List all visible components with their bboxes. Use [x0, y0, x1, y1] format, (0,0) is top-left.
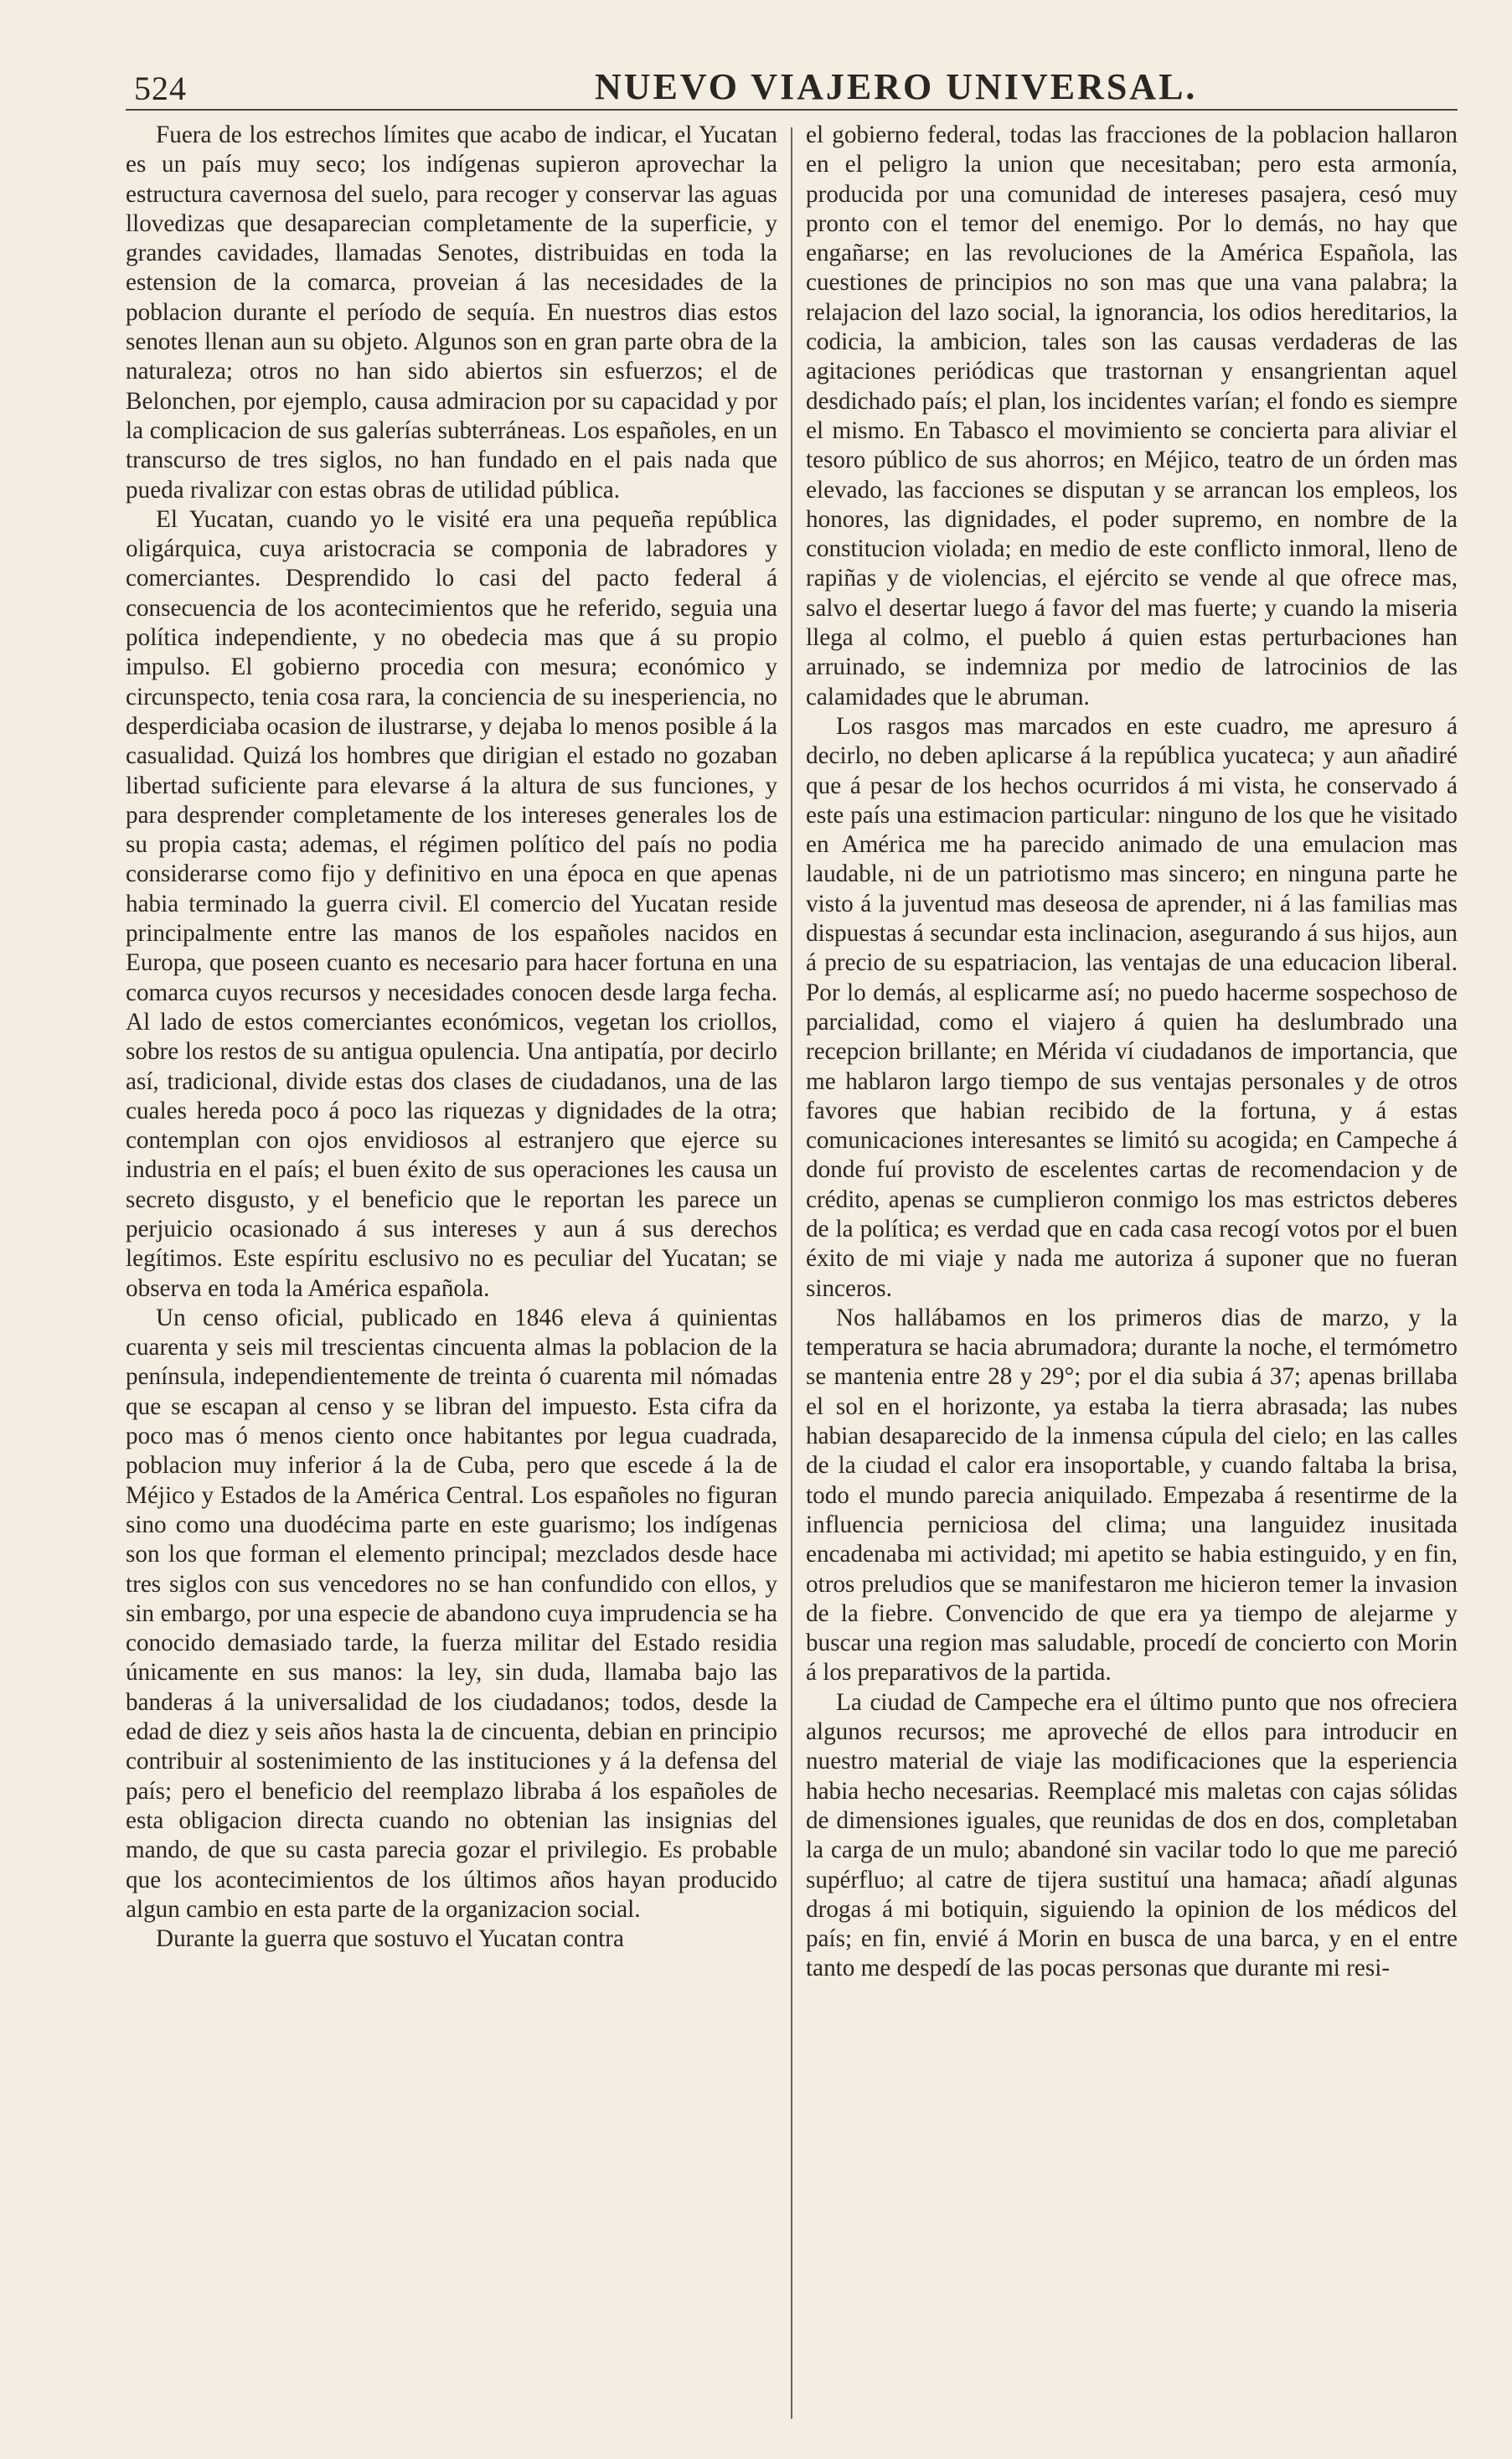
page-number: 524	[134, 70, 187, 107]
left-column	[126, 121, 777, 2425]
paragraph: el gobierno federal, todas las fracciones de la poblacion hallaron en el peligro la union que necesitaban; pero esta armonía, producida por una comunidad de intereses pasajera, cesó muy pronto con el temor del enemigo. Por lo demás, no hay que engañarse; en las revoluciones de la América Española, las cuestiones de principios no son mas que una vana palabra; la relajacion del lazo social, la ignorancia, los odios hereditarios, la codicia, la ambicion, tales son las causas verdaderas de las agitaciones periódicas que trastornan y ensangrientan aquel desdichado país; el plan, los incidentes varían; el fondo es siempre el mismo. En Tabasco el movimiento se concierta para aliviar el tesoro público de sus ahorros; en Méjico, teatro de un órden mas elevado, las facciones se disputan y se arrancan los empleos, los honores, las dignidades, el poder supremo, en nombre de la constitucion violada; en medio de este conflicto inmoral, lleno de rapiñas y de violencias, el ejército se vende al que ofrece mas, salvo el desertar luego á favor del mas fuerte; y cuando la miseria llega al colmo, el pueblo á quien estas perturbaciones han arruinado, se indemniza por medio de latrocinios de las calamidades que le abruman.	[806, 121, 1458, 710]
right-column	[806, 121, 1458, 2425]
paragraph: Los rasgos mas marcados en este cuadro, me apresuro á decirlo, no deben aplicarse á la república yucateca; y aun añadiré que á pesar de los hechos ocurridos á mi vista, he conservado á este país una estimacion particular: ninguno de los que he visitado en América me ha parecido animado de una emulacion mas laudable, ni de un patriotismo mas sincero; en ninguna parte he visto á la juventud mas deseosa de aprender, ni á las familias mas dispuestas á secundar esta inclinacion, asegurando á sus hijos, aun á precio de su espatriacion, las ventajas de una educacion liberal. Por lo demás, al esplicarme así; no puedo hacerme sospechoso de parcialidad, como el viajero á quien ha deslumbrado una recepcion brillante; en Mérida ví ciudadanos de importancia, que me hablaron largo tiempo de sus ventajas personales y de otros favores que habian recibido de la fortuna, y á estas comunicaciones interesantes se limitó su acogida; en Campeche á donde fuí provisto de escelentes cartas de recomendacion y de crédito, apenas se cumplieron conmigo los mas estrictos deberes de la política; es verdad que en cada casa recogí votos por el buen éxito de mi viaje y nada me autoriza á suponer que no fueran sinceros.	[806, 712, 1458, 1302]
paragraph: Un censo oficial, publicado en 1846 eleva á quinientas cuarenta y seis mil trescientas cincuenta almas la poblacion de la península, independientemente de treinta ó cuarenta mil nómadas que se escapan al censo y se libran del impuesto. Esta cifra da poco mas ó menos ciento once habitantes por legua cuadrada, poblacion muy inferior á la de Cuba, pero que escede á la de Méjico y Estados de la América Central. Los españoles no figuran sino como una duodécima parte en este guarismo; los indígenas son los que forman el elemento principal; mezclados desde hace tres siglos con sus vencedores no se han confundido con ellos, y sin embargo, por una especie de abandono cuya imprudencia se ha conocido demasiado tarde, la fuerza militar del Estado residia únicamente en sus manos: la ley, sin duda, llamaba bajo las banderas á la universalidad de los ciudadanos; todos, desde la edad de diez y seis años hasta la de cincuenta, debian en principio contribuir al sostenimiento de las instituciones y á la defensa del país; pero el beneficio del reemplazo libraba á los españoles de esta obligacion directa cuando no obtenian las insignias del mando, de que su casta parecia gozar el privilegio. Es probable que los acontecimientos de los últimos años hayan producido algun cambio en esta parte de la organizacion social.	[126, 1304, 777, 1923]
paragraph: La ciudad de Campeche era el último punto que nos ofreciera algunos recursos; me aproveché de ellos para introducir en nuestro material de viaje las modificaciones que la esperiencia habia hecho necesarias. Reemplacé mis maletas con cajas sólidas de dimensiones iguales, que reunidas de dos en dos, completaban la carga de un mulo; abandoné sin vacilar todo lo que me pareció supérfluo; al catre de tijera sustituí una hamaca; añadí algunas drogas á mi botiquin, siguiendo la opinion de los médicos del país; en fin, envié á Morin en busca de una barca, y en el entre tanto me despedí de las pocas personas que durante mi resi-	[806, 1688, 1458, 1982]
column-divider	[791, 127, 792, 2419]
paragraph: Nos hallábamos en los primeros dias de marzo, y la temperatura se hacia abrumadora; durante la noche, el termómetro se mantenia entre 28 y 29°; por el dia subia á 37; apenas brillaba el sol en el horizonte, ya estaba la tierra abrasada; las nubes habian desaparecido de la inmensa cúpula del cielo; en las calles de la ciudad el calor era insoportable, y cuando faltaba la brisa, todo el mundo parecia aniquilado. Empezaba á resentirme de la influencia perniciosa del clima; una languidez inusitada encadenaba mi actividad; mi apetito se habia estinguido, y en fin, otros preludios que se manifestaron me hicieron temer la invasion de la fiebre. Convencido de que era ya tiempo de alejarme y buscar una region mas saludable, procedí de concierto con Morin á los preparativos de la partida.	[806, 1304, 1458, 1687]
paragraph: Durante la guerra que sostuvo el Yucatan contra	[156, 1925, 624, 1953]
page	[126, 59, 1458, 2438]
running-title: NUEVO VIAJERO UNIVERSAL.	[595, 66, 1198, 107]
page-header	[126, 59, 1458, 111]
paragraph: Fuera de los estrechos límites que acabo de indicar, el Yucatan es un país muy seco; los indígenas supieron aprovechar la estructura cavernosa del suelo, para recoger y conservar las aguas llovedizas que desaparecian completamente de la superficie, y grandes cavidades, llamadas Senotes, distribuidas en toda la estension de la comarca, proveian á las necesidades de la poblacion durante el período de sequía. En nuestros dias estos senotes llenan aun su objeto. Algunos son en gran parte obra de la naturaleza; otros no han sido abiertos sin esfuerzos; el de Belonchen, por ejemplo, causa admiracion por su capacidad y por la complicacion de sus galerías subterráneas. Los españoles, en un transcurso de tres siglos, no han fundado en el pais nada que pueda rivalizar con estas obras de utilidad pública.	[126, 121, 777, 504]
text-columns	[126, 121, 1458, 2425]
paragraph: El Yucatan, cuando yo le visité era una pequeña república oligárquica, cuya aristocracia se componia de labradores y comerciantes. Desprendido lo casi del pacto federal á consecuencia de los acontecimientos que he referido, seguia una política independiente, y no obedecia mas que á su propio impulso. El gobierno procedia con mesura; económico y circunspecto, tenia cosa rara, la conciencia de su inesperiencia, no desperdiciaba ocasion de ilustrarse, y dejaba lo menos posible á la casualidad. Quizá los hombres que dirigian el estado no gozaban libertad suficiente para elevarse á la altura de sus funciones, y para desprender completamente de los intereses generales los de su propia casta; ademas, el régimen político del país no podia considerarse como fijo y definitivo en una época en que apenas habia terminado la guerra civil. El comercio del Yucatan reside principalmente entre las manos de los españoles nacidos en Europa, que poseen cuanto es necesario para hacer fortuna en una comarca cuyos recursos y necesidades conocen desde larga fecha. Al lado de estos comerciantes económicos, vegetan los criollos, sobre los restos de su antigua opulencia. Una antipatía, por decirlo así, tradicional, divide estas dos clases de ciudadanos, una de las cuales hereda poco á poco las riquezas y dignidades de la otra; contemplan con ojos envidiosos al estranjero que ejerce su industria en el país; el buen éxito de sus operaciones les causa un secreto disgusto, y el beneficio que le reportan les parece un perjuicio ocasionado á sus intereses y aun á sus derechos legítimos. Este espíritu esclusivo no es peculiar del Yucatan; se observa en toda la América española.	[126, 505, 777, 1302]
